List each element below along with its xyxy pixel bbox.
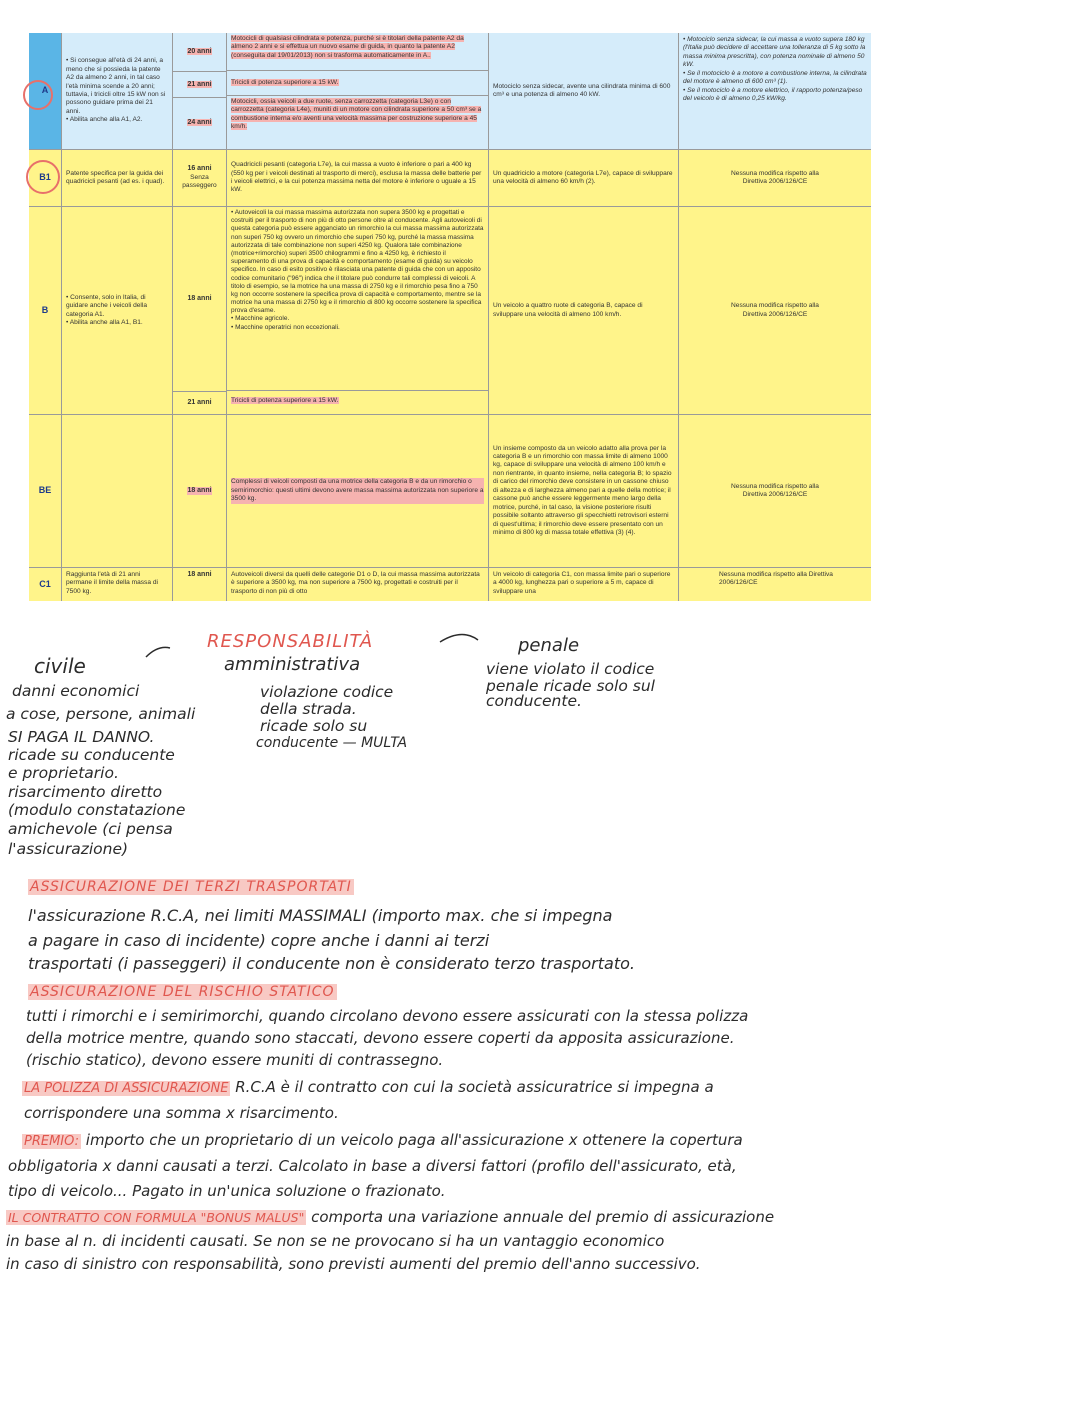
requirements-cell: [62, 568, 173, 601]
civile-line: ricade su conducente: [8, 746, 175, 764]
statico-line: della motrice mentre, quando sono staccati, devono essere coperti da apposita assicurazione.: [26, 1029, 735, 1047]
exam-vehicle-cell: [489, 150, 679, 206]
exam-vehicle-text: Un quadriciclo a motore (categoria L7e), capace di sviluppare una velocità di almeno 60 km/h (2).: [493, 169, 673, 185]
notes-cell: [679, 33, 871, 149]
exam-vehicle-cell: [489, 207, 679, 414]
category-cell: [29, 415, 62, 567]
vehicle-text: • Autoveicoli la cui massa massima autorizzata non supera 3500 kg e progettati e costruiti per il trasporto di non più di otto persone oltre al conducente. Agli autoveicoli di questa categoria può essere agganciato un rimorchio la cui massa massima autorizzata non superi 750 kg ovvero un rimorchio che superi 750 kg, purché la massa massima autorizzata di tale combinazione non superi 4250 kg. Qualora tale combinazione (motrice+rimorchio) superi 3500 chilogrammi e fino a 4250 kg, è richiesto il superamento di una prova di capacità e comportamento (esame di guida) su veicolo specifico. In caso di esito positivo è rilasciata una patente di guida che con un apposito codice comunitario ("96") indica che il titolare può condurre tali complessi di veicoli. A titolo di esempio, se la motrice ha una massa di 2750 kg e il rimorchio pesa fino a 750 kg non occorre sostenere la specifica prova di capacità e comportamento, mentre se la motrice ha una massa di 2750 kg e il rimorchio di 800 kg occorre sostenere la specifica prova d'esame. • Macchine agricole. • Macchine operatrici non eccezionali.: [227, 207, 488, 391]
bonus-text: comporta una variazione annuale del premio di assicurazione: [311, 1208, 775, 1226]
license-table: [29, 33, 871, 601]
notes-text: Nessuna modifica rispetto alla Direttiva 2006/126/CE: [719, 571, 833, 587]
requirements-text: Raggiunta l'età di 21 anni permane il limite della massa di 7500 kg.: [66, 571, 158, 595]
arc-right-stroke: [440, 634, 478, 642]
premio-line: obbligatoria x danni causati a terzi. Calcolato in base a diversi fattori (profilo dell'assicurato, età,: [8, 1157, 737, 1175]
responsabilita-title: RESPONSABILITÀ: [207, 631, 374, 652]
category-label: BE: [38, 485, 52, 496]
table-row: [29, 33, 871, 150]
category-label: C1: [39, 578, 51, 589]
age-label: 21 anni: [187, 399, 212, 406]
bonus-line: in base al n. di incidenti causati. Se non se ne provocano si ha un vantaggio economico: [6, 1232, 665, 1250]
polizza-line: [22, 1080, 714, 1095]
terzi-title: ASSICURAZIONE DEI TERZI TRASPORTATI: [30, 879, 352, 895]
category-cell: [29, 207, 62, 414]
table-row: [29, 150, 871, 207]
notes-cell: [679, 568, 871, 601]
terzi-line: trasportati (i passeggeri) il conducente non è considerato terzo trasportato.: [28, 954, 635, 973]
age-cell: [173, 150, 227, 206]
premio-text: importo che un proprietario di un veicolo paga all'assicurazione x ottenere la copertura: [85, 1131, 743, 1149]
age-cell: [173, 415, 227, 567]
exam-vehicle-text: Un veicolo di categoria C1, con massa limite pari o superiore a 4000 kg, lunghezza pari o superiore a 5 m, capace di sviluppare una: [493, 571, 671, 595]
age-label: 18 anni: [187, 571, 212, 578]
bonus-line: [6, 1210, 774, 1225]
requirements-cell: [62, 33, 173, 149]
bonus-line: in caso di sinistro con responsabilità, sono previsti aumenti del premio dell'anno successivo.: [6, 1255, 701, 1273]
civile-line: l'assicurazione): [8, 840, 129, 858]
notes-text: Nessuna modifica rispetto alla Direttiva 2006/126/CE: [731, 482, 819, 498]
notes-cell: [679, 415, 871, 567]
category-label: A: [41, 85, 49, 96]
table-row: [29, 207, 871, 415]
civile-title: civile: [34, 654, 86, 678]
civile-line: amichevole (ci pensa: [8, 820, 173, 838]
requirements-cell: [62, 150, 173, 206]
vehicle-text: Tricicli di potenza superiore a 15 kW.: [231, 397, 339, 404]
vehicle-text: Motocicli, ossia veicoli a due ruote, senza carrozzetta (categoria L3e) o con carrozzetta (categoria L4e), muniti di un motore con cilindrata superiore a 50 cm³ se a combustione interna e/o aventi una velocità massima per costruzione superiore a 45 km/h.: [231, 98, 482, 131]
requirements-text: • Si consegue all'età di 24 anni, a meno che si possieda la patente A2 da almeno 2 anni, in tal caso l'età minima scende a 20 anni; tuttavia, i tricicli oltre 15 kW non si possono guidare prima dei 21 anni. • Abilita anche alla A1, A2.: [66, 57, 166, 124]
bonus-label: IL CONTRATTO CON FORMULA "BONUS MALUS": [8, 1210, 305, 1225]
terzi-line: l'assicurazione R.C.A, nei limiti MASSIMALI (importo max. che si impegna: [28, 906, 613, 925]
statico-line: (rischio statico), devono essere muniti di contrassegno.: [26, 1051, 444, 1069]
requirements-text: Patente specifica per la guida dei quadricicli pesanti (ad es. i quad).: [66, 169, 165, 185]
civile-line: SI PAGA IL DANNO.: [8, 728, 155, 746]
category-cell: [29, 568, 62, 601]
age-label: 21 anni: [173, 72, 226, 98]
exam-vehicle-cell: [489, 33, 679, 149]
polizza-line: corrispondere una somma x risarcimento.: [24, 1104, 339, 1122]
premio-line: [22, 1133, 743, 1148]
penale-line: conducente.: [486, 692, 582, 710]
statico-title: ASSICURAZIONE DEL RISCHIO STATICO: [30, 984, 335, 1000]
vehicles-cell: [227, 415, 489, 567]
age-note: Senza passeggero: [182, 174, 217, 190]
age-label: 20 anni: [173, 33, 226, 72]
requirements-text: • Consente, solo in Italia, di guidare anche i veicoli della categoria A1. • Abilita anche alla A1, B1.: [66, 293, 148, 326]
vehicles-cell: [227, 568, 489, 601]
hand-circle-a: [23, 80, 53, 110]
age-cell: [173, 33, 227, 149]
exam-vehicle-text: Un veicolo a quattro ruote di categoria B, capace di sviluppare una velocità di almeno 100 km/h.: [493, 302, 643, 318]
penale-line: viene violato il codice: [486, 660, 655, 678]
responsabilita-line: ricade solo su: [260, 717, 368, 735]
responsabilita-subtitle: amministrativa: [224, 654, 361, 675]
responsabilita-line: conducente — MULTA: [256, 735, 408, 751]
requirements-cell: [62, 207, 173, 414]
vehicles-cell: [227, 33, 489, 149]
notes-cell: [679, 207, 871, 414]
table-row: [29, 415, 871, 568]
civile-line: (modulo constatazione: [8, 801, 186, 819]
age-label: 24 anni: [187, 119, 212, 126]
notes-cell: [679, 150, 871, 206]
age-label: 18 anni: [173, 207, 226, 392]
vehicles-cell: [227, 207, 489, 414]
category-label: B1: [39, 172, 51, 183]
vehicle-text: Tricicli di potenza superiore a 15 kW.: [227, 71, 488, 96]
penale-line: penale ricade solo sul: [486, 677, 655, 695]
exam-vehicle-text: Motociclo senza sidecar, avente una cilindrata minima di 600 cm³ e una potenza di almeno 40 kW.: [493, 82, 671, 98]
vehicle-text: Complessi di veicoli composti da una motrice della categoria B e da un rimorchio o semirimorchio: questi ultimi devono avere massa massima autorizzata non superiore a 3500 kg.: [231, 478, 484, 503]
vehicle-text: Motocicli di qualsiasi cilindrata e potenza, purché si è titolari della patente A2 da almeno 2 anni e si effettua un nuovo esame di guida, in quanto la patente A2 (conseguita dal 19/01/2013) non si trasforma automaticamente in A..: [227, 33, 488, 71]
notes-text: • Motociclo senza sidecar, la cui massa a vuoto supera 180 kg (l'Italia può decidere di accettare una tolleranza di 5 kg sotto la massa minima prescritta), con potenza nominale di almeno 50 kW. • Se il motociclo è a motore a combustione interna, la cilindrata del motore è almeno di 600 cm³ (1). • Se il motociclo è a motore elettrico, il rapporto potenza/peso del veicolo è di almeno 0,25 kW/kg.: [683, 36, 867, 103]
age-cell: [173, 568, 227, 601]
civile-line: risarcimento diretto: [8, 783, 163, 801]
responsabilita-line: della strada.: [260, 700, 357, 718]
polizza-text: R.C.A è il contratto con cui la società assicuratrice si impegna a: [235, 1078, 714, 1096]
age-cell: [173, 207, 227, 414]
polizza-label: LA POLIZZA DI ASSICURAZIONE: [24, 1081, 229, 1096]
table-row: [29, 568, 871, 601]
civile-line: e proprietario.: [8, 764, 119, 782]
premio-label: PREMIO:: [24, 1134, 79, 1149]
exam-vehicle-cell: [489, 568, 679, 601]
penale-title: penale: [518, 635, 580, 656]
hand-circle-b1: [26, 160, 60, 194]
arc-left-stroke: [146, 647, 170, 657]
category-label: B: [41, 304, 49, 315]
vehicles-cell: [227, 150, 489, 206]
premio-line: tipo di veicolo... Pagato in un'unica soluzione o frazionato.: [8, 1182, 446, 1200]
terzi-line: a pagare in caso di incidente) copre anche i danni ai terzi: [28, 931, 490, 950]
statico-line: tutti i rimorchi e i semirimorchi, quando circolano devono essere assicurati con la stessa polizza: [26, 1007, 749, 1025]
responsabilita-line: violazione codice: [260, 683, 394, 701]
exam-vehicle-text: Un insieme composto da un veicolo adatto alla prova per la categoria B e un rimorchio con massa limite di almeno 1000 kg, capace di sviluppare una velocità di almeno 100 km/h e non rientrante, in quanto insieme, nella categoria B; lo spazio di carico del rimorchio deve consistere in un cassone chiuso di altezza e di larghezza almeno pari a quelle della motrice; il cassone può anche essere leggermente meno largo della motrice, purché, in tal caso, la visione posteriore risulti possibile soltanto attraverso gli specchietti retrovisori esterni di quest'ultima; il rimorchio deve essere presentato con un minimo di 800 kg di massa totale effettiva (3) (4).: [493, 444, 672, 536]
vehicle-text: Quadricicli pesanti (categoria L7e), la cui massa a vuoto è inferiore o pari a 400 kg (550 kg per i veicoli destinati al trasporto di merci), esclusa la massa delle batterie per i veicoli elettrici, e la cui potenza massima netta del motore è inferiore o uguale a 15 kW.: [231, 161, 482, 194]
civile-line: danni economici: [12, 682, 140, 700]
requirements-cell: [62, 415, 173, 567]
age-label: 18 anni: [187, 486, 212, 494]
civile-line: a cose, persone, animali: [6, 705, 196, 723]
notes-text: Nessuna modifica rispetto alla Direttiva 2006/126/CE: [731, 169, 819, 185]
exam-vehicle-cell: [489, 415, 679, 567]
vehicle-text: Autoveicoli diversi da quelli delle categorie D1 o D, la cui massa massima autorizzata è superiore a 3500 kg, ma non superiore a 7500 kg, progettati e costruiti per il trasporto di non più di otto: [231, 571, 480, 595]
age-label: 16 anni: [187, 165, 212, 173]
notes-text: Nessuna modifica rispetto alla Direttiva 2006/126/CE: [731, 302, 819, 318]
